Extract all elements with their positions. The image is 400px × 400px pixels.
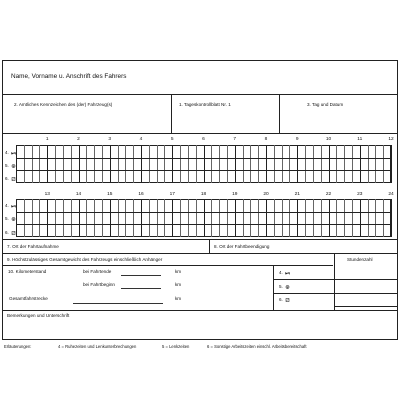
hour-line: [391, 199, 392, 237]
quarter-line: [313, 199, 314, 237]
legend-item-5: 5 = Lenkzeiten: [162, 344, 190, 349]
km-unit-1: km: [175, 269, 182, 274]
hour-line: [79, 145, 80, 183]
quarter-line: [258, 145, 259, 183]
top-hour-scale: [16, 137, 394, 144]
hour-number: 23: [357, 192, 363, 197]
quarter-line: [258, 199, 259, 237]
quarter-line: [39, 145, 40, 183]
quarter-line: [118, 199, 119, 237]
quarter-line: [24, 199, 25, 237]
stundenzahl-label: Stundenzahl: [347, 257, 373, 262]
quarter-line: [196, 145, 197, 183]
quarter-line: [336, 145, 337, 183]
quarter-line: [196, 199, 197, 237]
bei-fahrtbeginn-label: bei Fahrtbeginn: [83, 282, 115, 287]
grid-row-divider: [16, 224, 391, 225]
quarter-line: [289, 145, 290, 183]
top-hour-grid[interactable]: [16, 145, 391, 183]
quarter-line: [63, 199, 64, 237]
hour-number: 1: [45, 137, 49, 142]
hour-line: [360, 199, 361, 237]
row-label-6b: 6.: [5, 231, 16, 236]
quarter-line: [180, 145, 181, 183]
quarter-line: [219, 199, 220, 237]
quarter-line: [250, 145, 251, 183]
quarter-line: [149, 145, 150, 183]
legend-item-4: 4 = Ruhezeiten und Lenkunterbrechungen: [58, 344, 137, 349]
hour-number: 20: [263, 192, 269, 197]
summary-row-5: 5.: [279, 285, 290, 290]
hour-line: [360, 145, 361, 183]
hour-line: [235, 199, 236, 237]
quarter-line: [375, 199, 376, 237]
quarter-line: [250, 199, 251, 237]
hour-number: 7: [233, 137, 237, 142]
hour-number: 5: [170, 137, 174, 142]
hour-line: [297, 145, 298, 183]
quarter-line: [32, 199, 33, 237]
hour-line: [172, 199, 173, 237]
quarter-line: [211, 145, 212, 183]
quarter-line: [24, 145, 25, 183]
legend: [2, 343, 398, 353]
work-square-icon: [285, 298, 290, 302]
hour-number: 12: [388, 137, 394, 142]
quarter-line: [227, 199, 228, 237]
hour-number: 4: [139, 137, 143, 142]
quarter-line: [71, 199, 72, 237]
hour-line: [16, 199, 17, 237]
driver-name-label: Name, Vorname u. Anschrift des Fahrers: [11, 73, 127, 80]
hour-number: 21: [294, 192, 300, 197]
hour-line: [204, 199, 205, 237]
quarter-line: [164, 145, 165, 183]
kilometerstand-label: 10. Kilometerstand: [8, 269, 47, 274]
quarter-line: [71, 145, 72, 183]
quarter-line: [94, 199, 95, 237]
quarter-line: [383, 199, 384, 237]
quarter-line: [188, 199, 189, 237]
hour-line: [235, 145, 236, 183]
kennzeichen-label: 2. Amtliches Kennzeichen des (der) Fahrzeug(s): [14, 102, 113, 107]
quarter-line: [282, 145, 283, 183]
grid-row-divider: [16, 212, 391, 213]
quarter-line: [118, 145, 119, 183]
grid-row-divider: [16, 170, 391, 171]
bottom-hour-grid[interactable]: [16, 199, 391, 237]
row-label-4: 4.: [5, 151, 16, 156]
quarter-line: [282, 199, 283, 237]
hour-line: [297, 199, 298, 237]
quarter-line: [344, 145, 345, 183]
quarter-line: [63, 145, 64, 183]
hour-number: 11: [357, 137, 363, 142]
tachograph-form: [2, 60, 398, 340]
quarter-line: [32, 145, 33, 183]
hour-number: 18: [200, 192, 207, 197]
hour-number: 17: [169, 192, 175, 197]
quarter-line: [274, 199, 275, 237]
gesamtfahrstrecke-label: Gesamtfahrstrecke: [9, 296, 48, 301]
quarter-line: [344, 199, 345, 237]
quarter-line: [289, 199, 290, 237]
quarter-line: [321, 145, 322, 183]
hour-line: [141, 199, 142, 237]
quarter-line: [305, 199, 306, 237]
hour-line: [172, 145, 173, 183]
fahrtaufnahme-label: 7. Ort der Fahrtaufnahme: [7, 244, 59, 249]
hour-line: [16, 145, 17, 183]
quarter-line: [274, 145, 275, 183]
quarter-line: [180, 199, 181, 237]
quarter-line: [336, 199, 337, 237]
hour-line: [141, 145, 142, 183]
quarter-line: [211, 199, 212, 237]
hour-line: [391, 145, 392, 183]
quarter-line: [125, 145, 126, 183]
quarter-line: [188, 145, 189, 183]
row-label-5: 5.: [5, 164, 16, 169]
hour-line: [266, 199, 267, 237]
bed-icon: [285, 271, 290, 275]
hour-line: [110, 145, 111, 183]
quarter-line: [219, 145, 220, 183]
legend-title: Erläuterungen:: [4, 344, 32, 349]
summary-row-6: 6.: [279, 298, 290, 303]
quarter-line: [133, 145, 134, 183]
quarter-line: [102, 199, 103, 237]
hour-number: 8: [264, 137, 268, 142]
km-unit-2: km: [175, 282, 182, 287]
gewicht-label: 9. Höchstzulässiges Gesamtgewicht des Fahrzeugs einschließlich Anhänger: [7, 257, 163, 262]
hour-line: [110, 199, 111, 237]
row-label-6: 6.: [5, 177, 16, 182]
hour-number: 9: [295, 137, 299, 142]
summary-row-4: 4.: [279, 271, 290, 276]
quarter-line: [352, 199, 353, 237]
tageskontrollblatt-label: 1. Tageskontrollblatt Nr. 1: [179, 102, 231, 107]
quarter-line: [94, 145, 95, 183]
quarter-line: [86, 199, 87, 237]
hour-line: [266, 145, 267, 183]
hour-number: 2: [77, 137, 80, 142]
hour-number: 14: [75, 192, 82, 197]
hour-line: [47, 199, 48, 237]
quarter-line: [305, 145, 306, 183]
hour-line: [79, 199, 80, 237]
hour-number: 15: [107, 192, 113, 197]
quarter-line: [243, 145, 244, 183]
km-unit-3: km: [175, 296, 182, 301]
hour-number: 6: [202, 137, 205, 142]
hour-number: 10: [325, 137, 332, 142]
quarter-line: [352, 145, 353, 183]
grid-row-divider: [16, 158, 391, 159]
quarter-line: [313, 145, 314, 183]
hour-number: 13: [44, 192, 50, 197]
tag-datum-label: 3. Tag und Datum: [307, 102, 344, 107]
quarter-line: [383, 145, 384, 183]
fahrtbeendigung-label: 8. Ort der Fahrtbeendigung: [214, 244, 270, 249]
quarter-line: [164, 199, 165, 237]
hour-line: [329, 199, 330, 237]
steering-wheel-icon: [285, 285, 290, 289]
hour-line: [329, 145, 330, 183]
quarter-line: [55, 145, 56, 183]
quarter-line: [125, 199, 126, 237]
hour-number: 16: [138, 192, 144, 197]
quarter-line: [157, 199, 158, 237]
row-label-4b: 4.: [5, 204, 16, 209]
quarter-line: [55, 199, 56, 237]
hour-line: [204, 145, 205, 183]
hour-number: 24: [388, 192, 394, 197]
quarter-line: [375, 145, 376, 183]
quarter-line: [133, 199, 134, 237]
quarter-line: [39, 199, 40, 237]
quarter-line: [368, 199, 369, 237]
row-label-5b: 5.: [5, 217, 16, 222]
quarter-line: [227, 145, 228, 183]
quarter-line: [243, 199, 244, 237]
quarter-line: [368, 145, 369, 183]
hour-line: [47, 145, 48, 183]
hour-number: 22: [325, 192, 332, 197]
quarter-line: [86, 145, 87, 183]
quarter-line: [102, 145, 103, 183]
quarter-line: [321, 199, 322, 237]
quarter-line: [157, 145, 158, 183]
bei-fahrtende-label: bei Fahrtende: [83, 269, 112, 274]
legend-item-6: 6 = Sonstige Arbeitszeiten einschl. Arbeitsbereitschaft: [207, 344, 307, 349]
quarter-line: [149, 199, 150, 237]
hour-number: 19: [232, 192, 238, 197]
bemerkungen-label: Bemerkungen und Unterschrift: [7, 313, 70, 318]
hour-number: 3: [108, 137, 112, 142]
